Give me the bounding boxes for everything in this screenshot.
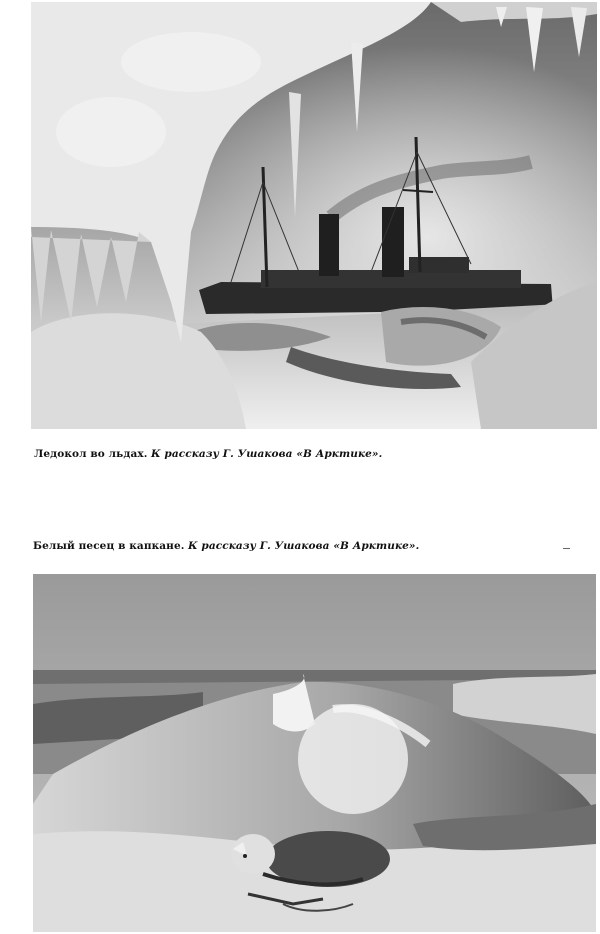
print-mark xyxy=(563,548,570,549)
caption-arctic-fox xyxy=(33,540,419,552)
caption-source: К рассказу Г. Ушакова «В Арктике». xyxy=(150,448,383,460)
icebreaker-photo xyxy=(31,2,597,429)
arctic-fox-photo xyxy=(33,574,596,932)
caption-source: К рассказу Г. Ушакова «В Арктике». xyxy=(187,540,420,552)
caption-icebreaker xyxy=(34,448,382,460)
caption-subject: Ледокол во льдах. xyxy=(34,448,148,460)
caption-subject: Белый песец в капкане. xyxy=(33,540,185,552)
